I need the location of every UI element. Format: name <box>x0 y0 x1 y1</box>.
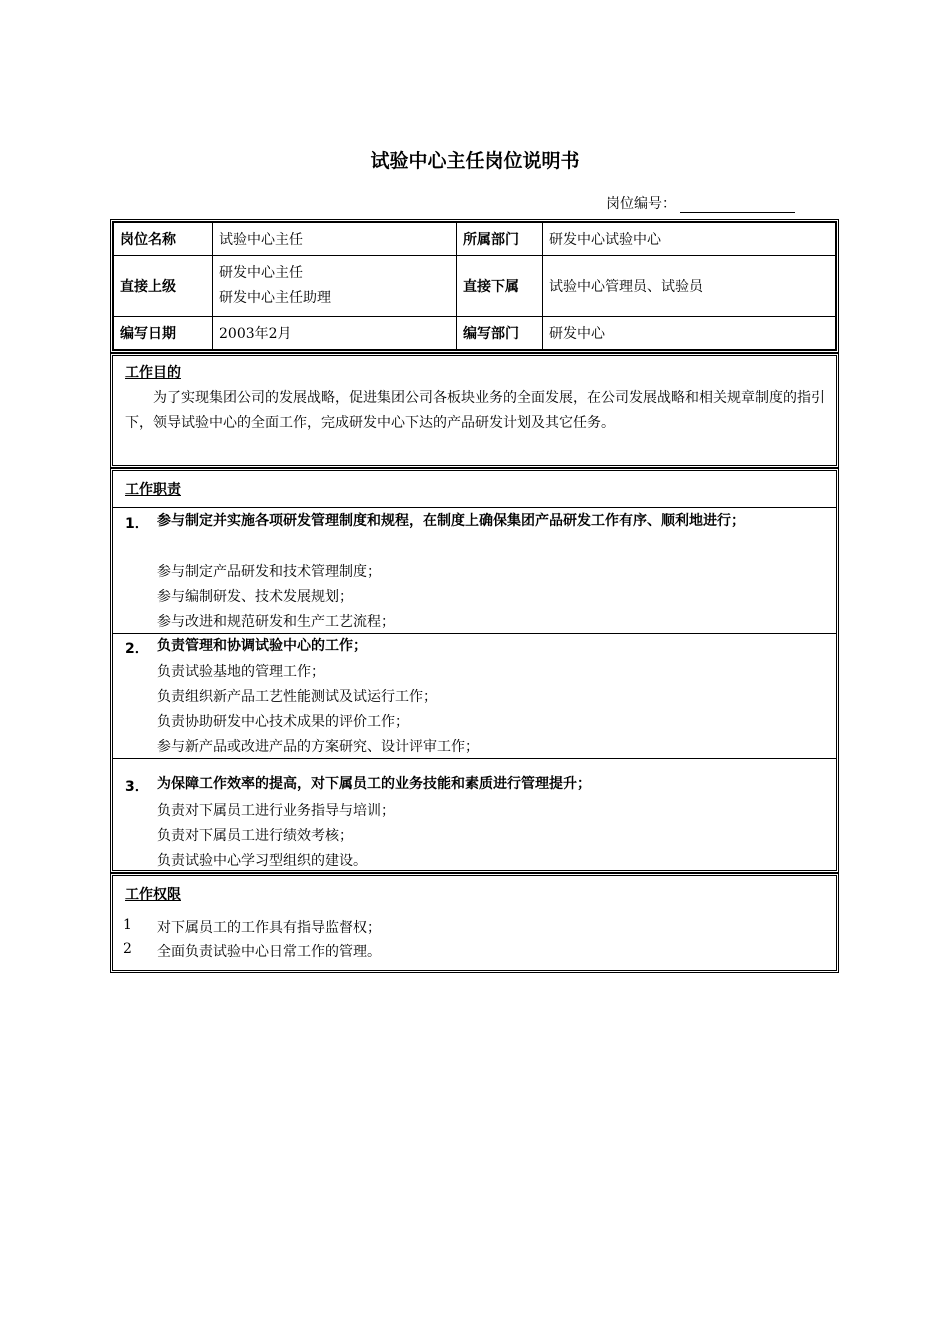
duty-item: 参与编制研发、技术发展规划； <box>157 589 353 605</box>
purpose-heading: 工作目的 <box>125 365 181 381</box>
post-number-label: 岗位编号： <box>606 196 676 212</box>
duty-group-1-title: 参与制定并实施各项研发管理制度和规程，在制度上确保集团产品研发工作有序、顺利地进行； <box>157 513 745 529</box>
authority-section <box>110 873 839 973</box>
divider <box>113 758 836 759</box>
duty-item: 负责组织新产品工艺性能测试及试运行工作； <box>157 689 437 705</box>
duty-item: 负责对下属员工进行绩效考核； <box>157 828 353 844</box>
duty-item: 负责协助研发中心技术成果的评价工作； <box>157 714 409 730</box>
duty-group-3-title: 为保障工作效率的提高，对下属员工的业务技能和素质进行管理提升； <box>157 776 591 792</box>
authority-item-number: 2 <box>123 941 132 957</box>
author-dept-value: 研发中心 <box>543 316 836 349</box>
info-table-frame <box>110 219 839 353</box>
subordinate-label: 直接下属 <box>457 256 543 316</box>
duty-item: 参与制定产品研发和技术管理制度； <box>157 564 381 580</box>
duties-section <box>110 468 839 873</box>
duty-group-3-number: 3． <box>125 779 149 795</box>
duty-item: 负责对下属员工进行业务指导与培训； <box>157 803 395 819</box>
authority-item: 对下属员工的工作具有指导监督权； <box>157 920 381 936</box>
date-label: 编写日期 <box>114 316 213 349</box>
superior-value <box>213 256 457 316</box>
duty-item: 参与新产品或改进产品的方案研究、设计评审工作； <box>157 739 479 755</box>
info-table <box>113 222 836 350</box>
superior-value-2: 研发中心主任助理 <box>219 289 331 306</box>
department-value: 研发中心试验中心 <box>543 223 836 256</box>
duty-group-2-number: 2． <box>125 641 149 657</box>
date-value: 2003年2月 <box>213 316 457 349</box>
subordinate-value: 试验中心管理员、试验员 <box>543 256 836 316</box>
duty-item: 参与改进和规范研发和生产工艺流程； <box>157 614 395 630</box>
authority-item: 全面负责试验中心日常工作的管理。 <box>157 944 381 960</box>
duty-item: 负责试验基地的管理工作； <box>157 664 325 680</box>
purpose-text: 为了实现集团公司的发展战略，促进集团公司各板块业务的全面发展，在公司发展战略和相关规章制度的指引下，领导试验中心的全面工作，完成研发中心下达的产品研发计划及其它任务。 <box>125 390 825 431</box>
superior-label: 直接上级 <box>114 256 213 316</box>
superior-value-1: 研发中心主任 <box>219 264 303 281</box>
page-title: 试验中心主任岗位说明书 <box>370 150 580 172</box>
position-name-label: 岗位名称 <box>114 223 213 256</box>
post-number-blank <box>680 198 795 213</box>
duty-group-1-number: 1． <box>125 516 149 532</box>
duty-item: 负责试验中心学习型组织的建设。 <box>157 853 367 869</box>
authority-heading: 工作权限 <box>125 887 181 903</box>
divider <box>113 507 836 508</box>
authority-item-number: 1 <box>123 917 132 933</box>
department-label: 所属部门 <box>457 223 543 256</box>
post-number <box>606 193 795 213</box>
duties-heading: 工作职责 <box>125 482 181 498</box>
author-dept-label: 编写部门 <box>457 316 543 349</box>
purpose-section <box>110 353 839 468</box>
duty-group-2-title: 负责管理和协调试验中心的工作； <box>157 638 367 654</box>
position-name-value: 试验中心主任 <box>213 223 457 256</box>
